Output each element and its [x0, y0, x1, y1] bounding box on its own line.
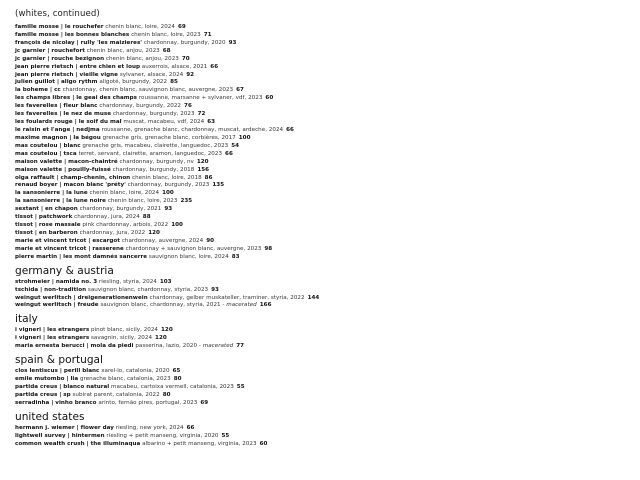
wine-producer: serradinha | vinho branco — [15, 399, 97, 406]
wine-producer: mas coutelou | tsca — [15, 150, 77, 157]
wine-entry — [15, 246, 625, 254]
wine-producer: weingut werlitsch | freude — [15, 302, 99, 309]
wine-producer: le raisin et l'ange | nedjma — [15, 126, 100, 133]
wine-entry — [15, 238, 625, 246]
wine-producer: tissot | rose massale — [15, 222, 81, 229]
wine-description: chardonnay, jura, 2022 — [79, 229, 146, 236]
wine-entry — [15, 111, 625, 119]
wine-price: 80 — [162, 391, 171, 398]
wine-price: 93 — [164, 206, 173, 213]
wine-description: chardonnay, chenin blanc, sauvignon blanc, auvergne, 2023 — [62, 87, 234, 94]
wine-price: 71 — [203, 31, 212, 38]
wine-price: 156 — [197, 166, 210, 173]
wine-entry — [15, 40, 625, 48]
wine-producer: jc garnier | rouche bezignon — [15, 55, 105, 62]
wine-description: chardonnay + sauvignon blanc, auvergne, 2023 — [125, 245, 262, 252]
wine-price: 66 — [225, 150, 233, 157]
wine-price: 86 — [204, 174, 213, 181]
wine-producer: la sansonierre | la lune — [15, 190, 88, 197]
wine-price: 100 — [238, 134, 251, 141]
wine-description: chenin blanc, loire, 2024 — [105, 24, 175, 30]
wine-producer: les champs libres | le geai des champs — [15, 95, 137, 102]
wine-producer: tissot | patchwork — [15, 214, 73, 221]
wine-description: roussanne, grenache blanc, chardonnay, muscat, ardeche, 2024 — [101, 126, 284, 133]
wine-entry — [15, 95, 625, 103]
wine-description: chenin blanc, loire, 2024 — [89, 190, 160, 197]
wine-producer: olga raffault | champ-chenin, chinon — [15, 174, 131, 181]
section-title: italy — [15, 313, 38, 326]
wine-description: chenin blanc, anjou, 2023 — [105, 55, 179, 62]
wine-entry — [15, 343, 625, 351]
wine-description: grenache gris, grenache blanc, corbières, 2017 — [102, 134, 236, 141]
wine-price: 120 — [155, 335, 167, 342]
wine-entry — [15, 384, 625, 392]
wine-description: chenin blanc, anjou, 2023 — [86, 47, 160, 54]
section-title: united states — [15, 410, 85, 423]
wine-price: 144 — [307, 294, 320, 301]
wine-producer: mas coutelou | blanc — [15, 142, 81, 149]
wine-producer: partida creus | blanco natural — [15, 383, 110, 390]
wine-producer: tschida | non-tradition — [15, 286, 87, 293]
wine-section — [15, 24, 625, 262]
wine-entry — [15, 32, 625, 40]
wine-price: 54 — [231, 142, 240, 149]
wine-price: 100 — [171, 222, 183, 229]
wine-price: 63 — [207, 119, 216, 126]
wine-producer: i vigneri | les etrangers — [15, 327, 90, 334]
wine-entry — [15, 87, 625, 95]
wine-price: 67 — [236, 87, 244, 94]
wine-producer: la sansonierre | la lune noire — [15, 198, 106, 205]
wine-producer: marie et vincent tricot | escargot — [15, 237, 120, 244]
wine-producer: françois de nicolay | rully 'les maizieres' — [15, 39, 143, 46]
wine-producer: strohmeier | namida no. 3 — [15, 278, 98, 285]
wine-entry — [15, 295, 625, 303]
wine-entry — [15, 441, 625, 449]
section-title: germany & austria — [15, 264, 114, 277]
wine-description: savagnin, sicily, 2024 — [91, 335, 153, 342]
wine-entry — [15, 127, 625, 135]
wine-producer: maison valette | macon-chaintré — [15, 158, 118, 165]
wine-section — [15, 354, 625, 408]
wine-price: 72 — [197, 111, 206, 118]
wine-entry — [15, 56, 625, 64]
wine-description: riesling, new york, 2024 — [115, 424, 184, 431]
wine-description: chardonnay, burgundy, nv — [119, 158, 194, 165]
wine-entry — [15, 143, 625, 151]
wine-description: chardonnay, gelber muskateller, traminer, styria, 2022 — [149, 294, 305, 301]
wine-description: sylvaner, alsace, 2024 — [119, 71, 184, 78]
wine-description: chardonnay, jura, 2024 — [74, 214, 140, 221]
wine-producer: les faverelles | le nez de muse — [15, 111, 112, 118]
wine-description: chenin blanc, loire, 2018 — [132, 174, 202, 181]
wine-producer: emile mutombo | lia — [15, 376, 79, 383]
wine-price: 69 — [177, 24, 186, 30]
wine-description: macabeu, cartoixa vermell, catalonia, 2023 — [111, 383, 234, 390]
wine-entry — [15, 24, 625, 32]
wine-entry — [15, 222, 625, 230]
wine-description: chardonnay, burgundy, 2023 — [127, 182, 210, 189]
wine-description: grenache gris, macabeu, clairette, languedoc, 2023 — [82, 142, 229, 149]
wine-price: 68 — [162, 47, 171, 54]
wine-price: 88 — [142, 214, 151, 221]
wine-producer: famille mosse | les bonnes blanches — [15, 31, 130, 38]
wine-price: 120 — [196, 158, 209, 165]
wine-entry — [15, 103, 625, 111]
wine-producer: les faverelles | fleur blanc — [15, 103, 98, 110]
wine-entry — [15, 433, 625, 441]
wine-entry — [15, 198, 625, 206]
wine-price: 66 — [186, 424, 195, 431]
wine-price: 120 — [148, 229, 160, 236]
wine-price: 98 — [264, 245, 273, 252]
wine-sections — [15, 24, 625, 448]
wine-price: 77 — [236, 343, 245, 350]
wine-price: 60 — [265, 95, 274, 102]
wine-price: 55 — [221, 432, 230, 439]
wine-entry — [15, 368, 625, 376]
wine-producer: marie et vincent tricot | rasserene — [15, 245, 124, 252]
wine-description: riesling + petit manseng, virginia, 2020 — [106, 432, 219, 439]
wine-entry — [15, 167, 625, 175]
wine-producer: weingut werlitsch | dreigenerationenwein — [15, 294, 148, 301]
wine-entry — [15, 302, 625, 310]
wine-entry — [15, 425, 625, 433]
wine-producer: common wealth crush | the illuminaqua — [15, 440, 141, 447]
wine-entry — [15, 151, 625, 159]
wine-producer: jean pierre rietsch | entre chien et loup — [15, 63, 140, 70]
wine-description: chardonnay, auvergne, 2024 — [121, 237, 204, 244]
wine-producer: julien guillot | aligo rythm — [15, 79, 98, 86]
wine-producer: tissot | en barberon — [15, 229, 78, 236]
wine-entry — [15, 376, 625, 384]
wine-price: 100 — [162, 190, 174, 197]
wine-entry — [15, 64, 625, 72]
wine-description: chardonnay, burgundy, 2020 — [143, 39, 226, 46]
wine-section — [15, 265, 625, 311]
section-title: spain & portugal — [15, 354, 103, 367]
wine-producer: famille mosse | le rouchefer — [15, 24, 104, 30]
wine-description: aligoté, burgundy, 2022 — [99, 79, 168, 86]
wine-producer: hermann j. wiemer | flower day — [15, 424, 114, 431]
wine-entry — [15, 135, 625, 143]
wine-producer: clos lentiscus | perill blanc — [15, 368, 100, 375]
wine-entry — [15, 190, 625, 198]
wine-entry — [15, 230, 625, 238]
wine-price: 80 — [173, 376, 182, 383]
wine-entry — [15, 48, 625, 56]
wine-producer: sextant | en chapon — [15, 206, 78, 213]
wine-price: 69 — [200, 399, 209, 406]
wine-producer: les foulards rouge | le soif du mal — [15, 119, 122, 126]
wine-producer: renaud boyer | macon blanc 'préty' — [15, 182, 126, 189]
wine-entry — [15, 335, 625, 343]
wine-description: passerina, lazio, 2020 - — [135, 343, 201, 350]
wine-description: terret, servant, clairette, aramon, languedoc, 2023 — [78, 150, 223, 157]
wine-producer: partida creus | sp — [15, 391, 71, 398]
wine-price: 83 — [231, 253, 240, 260]
wine-producer: maxime magnon | la bégou — [15, 134, 101, 141]
wine-producer: jc garnier | rouchefort — [15, 47, 85, 54]
wine-price: 90 — [206, 237, 215, 244]
wine-producer: maria ernesta berucci | mola da piedi — [15, 343, 134, 350]
wine-price: 166 — [259, 302, 272, 309]
wine-price: 70 — [181, 55, 190, 62]
wine-producer: pierre martin | les mont damnés sancerre — [15, 253, 148, 260]
wine-note: macerated — [226, 302, 257, 309]
wine-entry — [15, 254, 625, 262]
wine-entry — [15, 327, 625, 335]
wine-price: 85 — [170, 79, 178, 86]
continued-heading: (whites, continued) — [15, 9, 100, 19]
wine-description: grenache blanc, catalonia, 2023 — [79, 376, 171, 383]
wine-price: 235 — [180, 198, 193, 205]
wine-description: riesling, styria, 2024 — [98, 278, 157, 285]
wine-price: 135 — [212, 182, 225, 189]
wine-producer: jean pierre rietsch | vieille vigne — [15, 71, 118, 78]
wine-description: sauvignon blanc, chardonnay, styria, 2021 - — [100, 302, 225, 309]
wine-description: xarel-lo, catalonia, 2020 — [101, 368, 170, 375]
wine-price: 93 — [211, 286, 219, 293]
wine-price: 103 — [159, 278, 172, 285]
wine-producer: la boheme | cc — [15, 87, 61, 94]
wine-description: chardonnay, burgundy, 2022 — [99, 103, 182, 110]
wine-entry — [15, 159, 625, 167]
wine-description: auxerrois, alsace, 2021 — [141, 63, 208, 70]
wine-description: subirat parent, catalonia, 2022 — [72, 391, 160, 398]
wine-description: chardonnay, burgundy, 2023 — [112, 111, 195, 118]
wine-producer: i vigneri | les etrangers — [15, 335, 90, 342]
wine-description: chenin blanc, loire, 2023 — [131, 31, 201, 38]
wine-description: pinot blanc, sicily, 2024 — [91, 327, 159, 334]
wine-price: 55 — [236, 383, 245, 390]
wine-description: roussanne, marsanne + sylvaner, vdf, 2023 — [138, 95, 263, 102]
wine-description: chardonnay, burgundy, 2018 — [112, 166, 195, 173]
wine-price: 60 — [259, 440, 268, 447]
wine-section — [15, 313, 625, 351]
wine-entry — [15, 119, 625, 127]
wine-price: 76 — [184, 103, 192, 110]
wine-producer: lightwell survey | hintermen — [15, 432, 105, 439]
wine-description: sauvignon blanc, loire, 2024 — [148, 253, 229, 260]
wine-section — [15, 411, 625, 449]
wine-price: 66 — [210, 63, 219, 70]
wine-description: chardonnay, burgundy, 2021 — [79, 206, 162, 213]
wine-price: 66 — [286, 126, 294, 133]
wine-note: macerated — [202, 343, 234, 350]
wine-entry — [15, 392, 625, 400]
wine-producer: maison valette | pouilly-fuissé — [15, 166, 111, 173]
wine-entry — [15, 287, 625, 295]
wine-entry — [15, 182, 625, 190]
wine-description: pink chardonnay, arbois, 2022 — [82, 222, 169, 229]
wine-price: 93 — [228, 39, 237, 46]
wine-description: sauvignon blanc, chardonnay, styria, 2023 — [87, 286, 209, 293]
wine-price: 65 — [172, 368, 181, 375]
wine-price: 92 — [186, 71, 195, 78]
wine-entry — [15, 214, 625, 222]
wine-price: 120 — [161, 327, 173, 334]
wine-description: albarino + petit manseng, virginia, 2023 — [142, 440, 257, 447]
wine-description: arinto, fernão pires, portugal, 2023 — [98, 399, 198, 406]
wine-entry — [15, 79, 625, 87]
wine-entry — [15, 279, 625, 287]
wine-description: chenin blanc, loire, 2023 — [107, 198, 178, 205]
wine-entry — [15, 400, 625, 408]
wine-description: muscat, macabeu, vdf, 2024 — [123, 119, 205, 126]
wine-entry — [15, 206, 625, 214]
